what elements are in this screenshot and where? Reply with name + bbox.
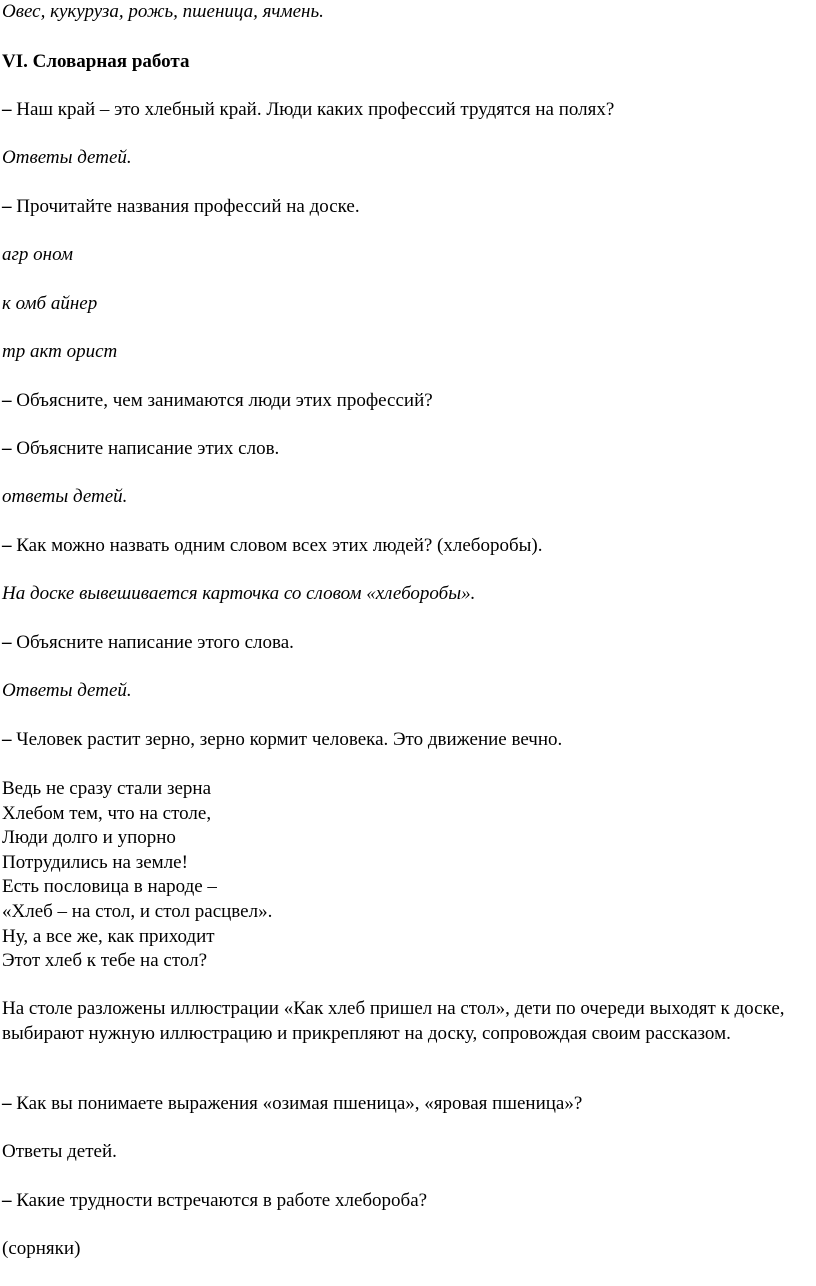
dash: – bbox=[2, 99, 12, 120]
explain-spelling-text: Объясните написание этих слов. bbox=[11, 438, 280, 459]
poem-line: «Хлеб – на стол, и стол расцвел». bbox=[2, 900, 273, 922]
explain-work-text: Объясните, чем занимаются люди этих профессий? bbox=[11, 390, 433, 411]
word-combiner: к омб айнер bbox=[2, 293, 98, 314]
explain-word bbox=[2, 631, 808, 655]
poem bbox=[2, 777, 272, 974]
grains-list: Овес, кукуруза, рожь, пшеница, ячмень. bbox=[2, 1, 324, 22]
difficulties-question-text: Какие трудности встречаются в работе хлебороба? bbox=[11, 1190, 428, 1211]
poem-line: Хлебом тем, что на столе, bbox=[2, 802, 212, 824]
poem-line: Есть пословица в народе – bbox=[2, 876, 217, 898]
explain-spelling bbox=[2, 437, 808, 461]
illustrations-paragraph: На столе разложены иллюстрации «Как хлеб пришел на стол», дети по очереди выходят к доске, выбирают нужную иллюстрацию и прикрепляют на доску, сопровождая своим рассказом. bbox=[2, 998, 785, 1044]
winter-spring-question bbox=[2, 1092, 808, 1116]
children-answers: Ответы детей. bbox=[2, 680, 132, 701]
difficulties-question bbox=[2, 1189, 808, 1213]
word-agronom: агр оном bbox=[2, 244, 73, 265]
winter-spring-question-text: Как вы понимаете выражения «озимая пшеница», «яровая пшеница»? bbox=[11, 1093, 583, 1114]
poem-line: Ведь не сразу стали зерна bbox=[2, 778, 212, 799]
dash: – bbox=[2, 535, 12, 556]
poem-line: Ну, а все же, как приходит bbox=[2, 925, 215, 947]
dash: – bbox=[2, 1093, 12, 1114]
dash: – bbox=[2, 196, 12, 217]
one-word-question bbox=[2, 534, 808, 558]
grain-cycle bbox=[2, 728, 808, 752]
card-note: На доске вывешивается карточка со словом «хлеборобы». bbox=[2, 583, 476, 604]
children-answers: ответы детей. bbox=[2, 486, 128, 507]
dash: – bbox=[2, 438, 12, 459]
poem-line: Этот хлеб к тебе на стол? bbox=[2, 950, 208, 972]
one-word-question-text: Как можно назвать одним словом всех этих людей? (хлеборобы). bbox=[11, 535, 543, 556]
poem-line: Люди долго и упорно bbox=[2, 827, 176, 849]
question-professions-text: Наш край – это хлебный край. Люди каких профессий трудятся на полях? bbox=[11, 99, 615, 120]
children-answers: Ответы детей. bbox=[2, 147, 132, 168]
poem-line: Потрудились на земле! bbox=[2, 851, 188, 873]
explain-word-text: Объясните написание этого слова. bbox=[11, 632, 294, 653]
section-heading: VI. Словарная работа bbox=[2, 51, 190, 72]
dash: – bbox=[2, 632, 12, 653]
explain-work bbox=[2, 389, 808, 413]
read-profession-names bbox=[2, 195, 808, 219]
question-professions bbox=[2, 98, 808, 122]
grain-cycle-text: Человек растит зерно, зерно кормит человека. Это движение вечно. bbox=[11, 729, 563, 750]
dash: – bbox=[2, 390, 12, 411]
dash: – bbox=[2, 729, 12, 750]
word-tractorist: тр акт орист bbox=[2, 341, 118, 362]
children-answers: Ответы детей. bbox=[2, 1141, 117, 1162]
dash: – bbox=[2, 1190, 12, 1211]
read-profession-names-text: Прочитайте названия профессий на доске. bbox=[11, 196, 360, 217]
weeds-answer: (сорняки) bbox=[2, 1238, 81, 1259]
